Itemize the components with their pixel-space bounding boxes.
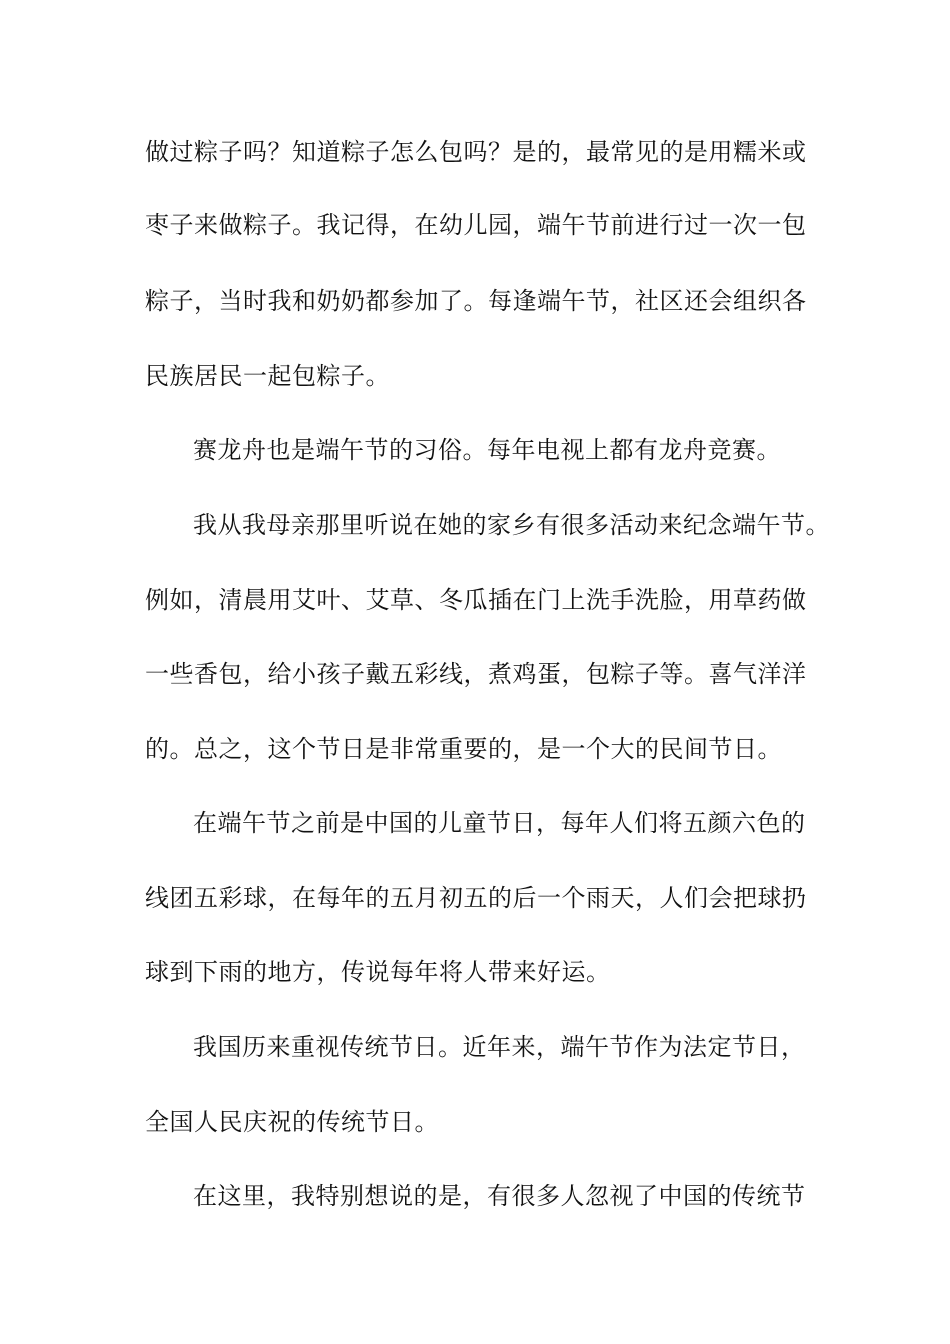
paragraph-first-line: 在端午节之前是中国的儿童节日，每年人们将五颜六色的 (193, 809, 806, 837)
paragraph-first-line: 赛龙舟也是端午节的习俗。每年电视上都有龙舟竞赛。 (193, 436, 781, 464)
text-line: 做过粽子吗？知道粽子怎么包吗？是的，最常见的是用糯米或 (145, 138, 807, 166)
paragraph-first-line: 我从我母亲那里听说在她的家乡有很多活动来纪念端午节。 (193, 511, 830, 539)
text-line: 例如，清晨用艾叶、艾草、冬瓜插在门上洗手洗脸，用草药做 (145, 586, 807, 614)
paragraph-first-line: 在这里，我特别想说的是，有很多人忽视了中国的传统节 (193, 1182, 806, 1210)
paragraph-first-line: 我国历来重视传统节日。近年来，端午节作为法定节日， (193, 1033, 806, 1061)
text-line: 粽子，当时我和奶奶都参加了。每逢端午节，社区还会组织各 (145, 287, 807, 315)
text-line: 球到下雨的地方，传说每年将人带来好运。 (145, 958, 611, 986)
text-line: 全国人民庆祝的传统节日。 (145, 1108, 439, 1136)
text-line: 民族居民一起包粽子。 (145, 362, 390, 390)
text-line: 的。总之，这个节日是非常重要的，是一个大的民间节日。 (145, 735, 782, 763)
text-line: 枣子来做粽子。我记得，在幼儿园，端午节前进行过一次一包 (145, 211, 807, 239)
text-line: 一些香包，给小孩子戴五彩线，煮鸡蛋，包粽子等。喜气洋洋 (145, 660, 807, 688)
text-line: 线团五彩球，在每年的五月初五的后一个雨天，人们会把球扔 (145, 884, 807, 912)
